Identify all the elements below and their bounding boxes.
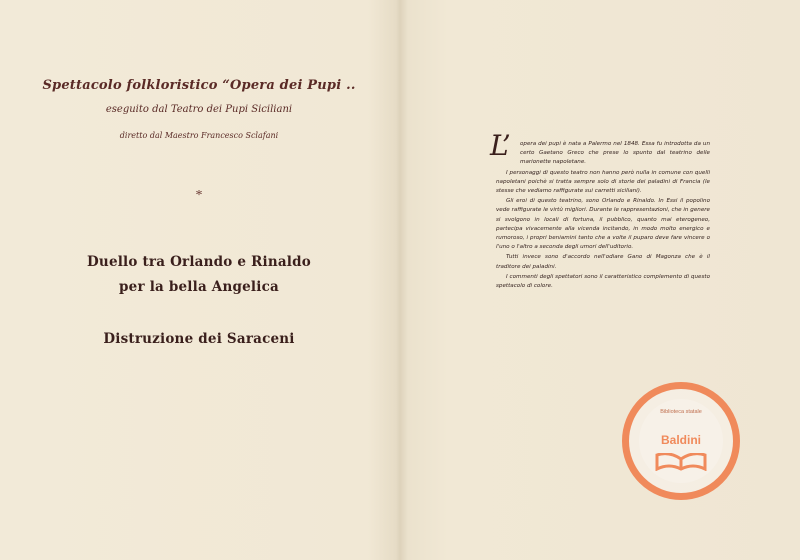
library-stamp [622, 382, 740, 500]
asterisk-ornament-icon: * [195, 188, 203, 203]
program-item-1-line-1: Duello tra Orlando e Rinaldo [87, 254, 311, 270]
left-page [0, 0, 398, 560]
program-item-1-line-2: per la bella Angelica [119, 279, 279, 295]
stamp-main-text: Baldini [660, 433, 701, 447]
open-book-icon [653, 453, 709, 471]
paragraph: I personaggi di questo teatro non hanno però nulla in comune con quelli napoletani poichè si tratta sempre solo di storie dei paladini di Francia (le stesse che vediamo raffigurate sui carretti siciliani). [496, 169, 710, 195]
history-text [490, 129, 710, 292]
right-page [402, 0, 800, 560]
company-subtitle: eseguito dal Teatro dei Pupi Siciliani [105, 104, 293, 115]
paragraph: Gli eroi di questo teatrino, sono Orlando e Rinaldo. In Essi il popolino vede raffigurate le virtù migliori. Durante le rappresentazioni, che in genere si svolgono in locali di fortuna, il pubblico, quanto mai eterogeneo, partecipa vivacemente alla vicenda incitando, in modo molto energico e rumoroso, i propri beniamini tanto che a volte il puparo deve fare vincere o l'uno o l'altro a seconda degli umori dell'uditorio. [496, 198, 710, 251]
dropcap: L’ [490, 129, 511, 162]
paragraph: I commenti degli spettatori sono il caratteristico complemento di questo spettacolo di colore. [496, 273, 710, 290]
paragraph: Tutti invece sono d'accordo nell'odiare Gano di Magonza che è il traditore dei paladini. [496, 254, 710, 270]
stamp-top-text: Biblioteca statale [660, 409, 702, 415]
paragraph: opera dei pupi è nata a Palermo nel 1848. Essa fu introdotta da un certo Gaetano Greco che prese lo spunto dal teatrino delle marionette napoletane. [520, 141, 710, 166]
director-line: diretto dal Maestro Francesco Sclafani [119, 131, 279, 140]
program-item-2: Distruzione dei Saraceni [103, 331, 295, 347]
show-heading: Spettacolo folkloristico “Opera dei Pupi .. [42, 78, 356, 93]
